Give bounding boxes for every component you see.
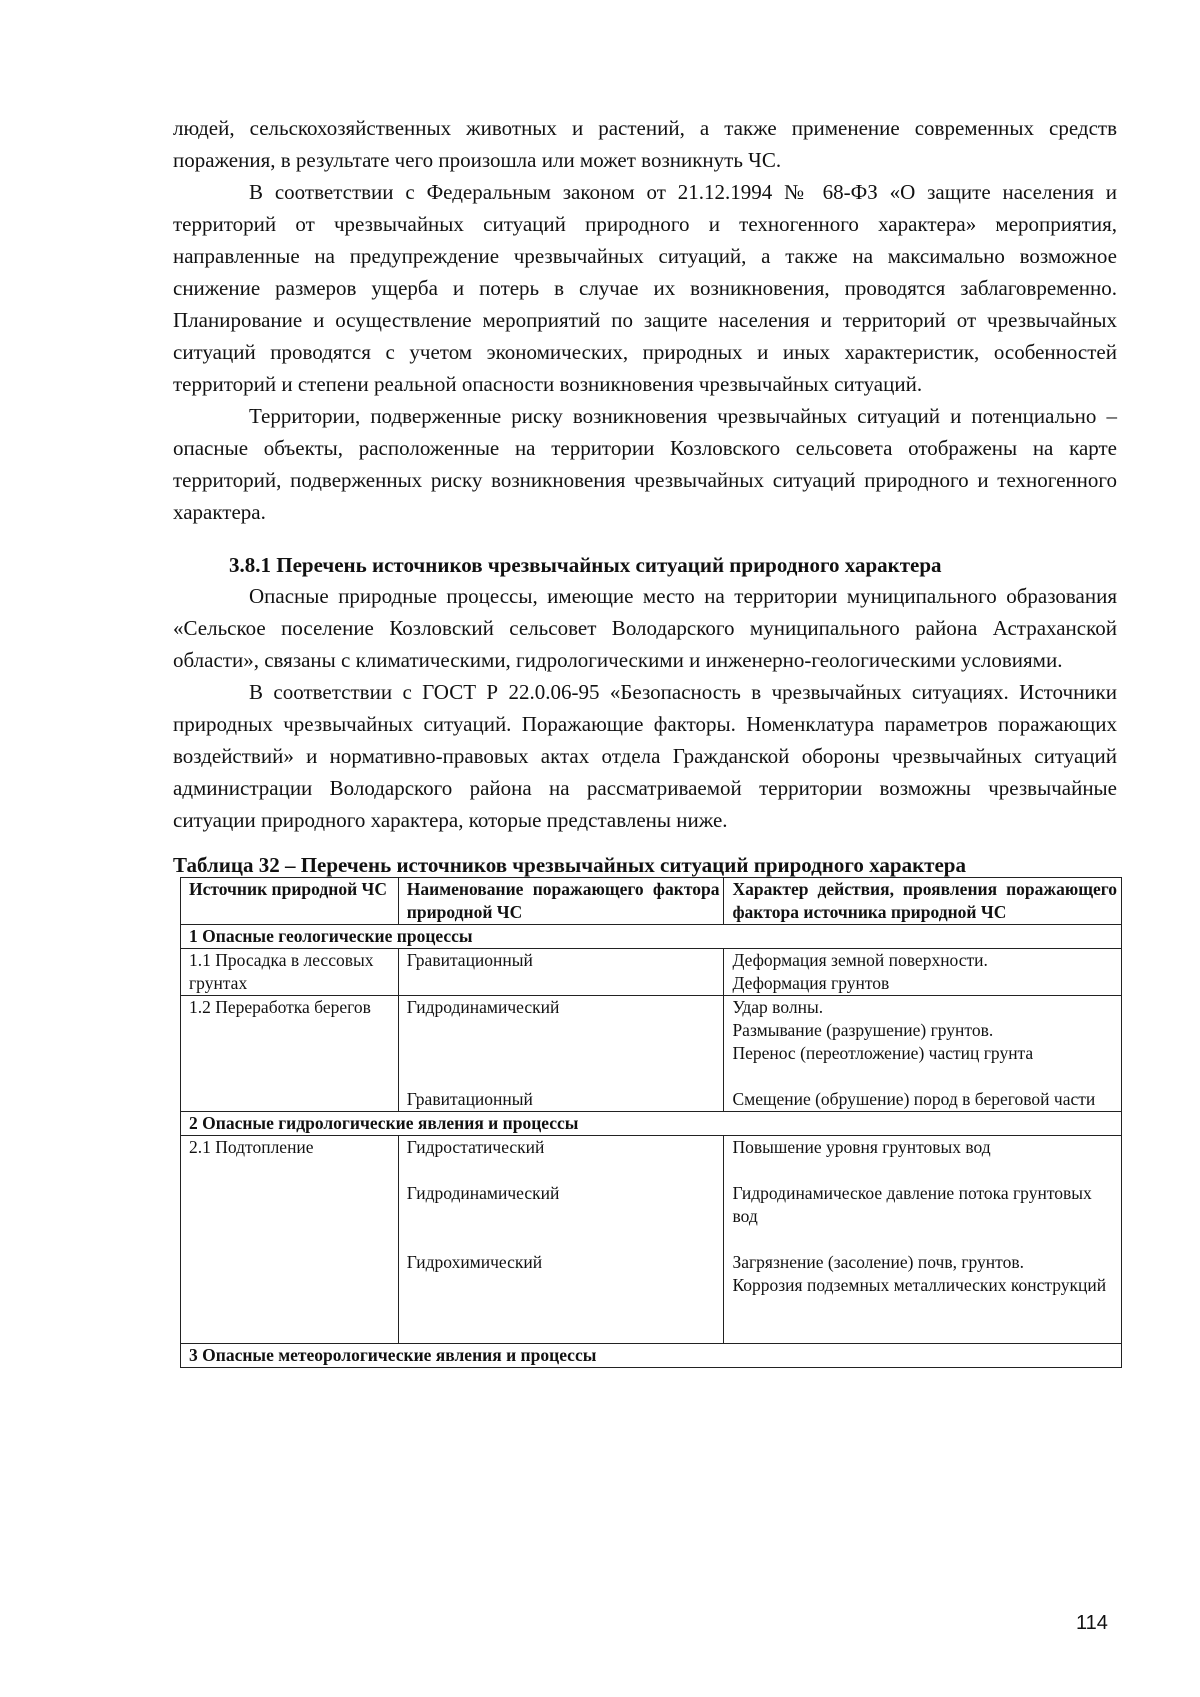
header-effect: Характер действия, проявления поражающего фактора источника природной ЧС [724, 878, 1122, 925]
effect-line: Загрязнение (засоление) почв, грунтов. [732, 1252, 1024, 1272]
cell-source: 2.1 Подтопление [181, 1136, 399, 1344]
group-title-hydrological: 2 Опасные гидрологические явления и процессы [181, 1112, 1122, 1136]
cell-effect [724, 996, 1122, 1112]
factor-line: Гидростатический [406, 1137, 545, 1157]
factor-line: Гравитационный [406, 1089, 533, 1109]
section-heading: 3.8.1 Перечень источников чрезвычайных ситуаций природного характера [229, 553, 942, 577]
paragraph-federal-law: В соответствии с Федеральным законом от 21.12.1994 № 68-ФЗ «О защите населения и территорий от чрезвычайных ситуаций природного и техногенного характера» мероприятия, направленные на предупреждение чрезвычайных ситуаций, а также на максимально возможное снижение размеров ущерба и потерь в случае их возникновения, проводятся заблаговременно. Планирование и осуществление мероприятий по защите населения и территорий от чрезвычайных ситуаций проводятся с учетом экономических, природных и иных характеристик, особенностей территорий и степени реальной опасности возникновения чрезвычайных ситуаций. [173, 180, 1117, 396]
effect-line: Деформация земной поверхности. [732, 950, 988, 970]
cell-effect [724, 1136, 1122, 1344]
cell-factor [398, 996, 724, 1112]
paragraph-gost: В соответствии с ГОСТ Р 22.0.06-95 «Безопасность в чрезвычайных ситуациях. Источники природных чрезвычайных ситуаций. Поражающие факторы. Номенклатура параметров поражающих воздействий» и нормативно-правовых актах отдела Гражданской обороны чрезвычайных ситуаций администрации Володарского района на рассматриваемой территории возможны чрезвычайные ситуации природного характера, которые представлены ниже. [173, 680, 1117, 832]
factor-line: Гидрохимический [406, 1252, 543, 1272]
cell-factor: Гравитационный [398, 949, 724, 996]
table-caption: Таблица 32 – Перечень источников чрезвычайных ситуаций природного характера [173, 853, 966, 877]
cell-factor [398, 1136, 724, 1344]
effect-line: Деформация грунтов [732, 973, 890, 993]
group-title-meteorological: 3 Опасные метеорологические явления и процессы [181, 1344, 1122, 1368]
paragraph-continuation: людей, сельскохозяйственных животных и растений, а также применение современных средств поражения, в результате чего произошла или может возникнуть ЧС. [173, 116, 1117, 172]
cell-source: 1.1 Просадка в лессовых грунтах [181, 949, 399, 996]
table-row [181, 996, 1122, 1112]
cell-source: 1.2 Переработка берегов [181, 996, 399, 1112]
effect-line: Коррозия подземных металлических конструкций [732, 1275, 1107, 1295]
table-group-row [181, 1344, 1122, 1368]
table-row [181, 1136, 1122, 1344]
document-page [173, 112, 1117, 1368]
effect-line: Удар волны. [732, 997, 824, 1017]
group-title-geological: 1 Опасные геологические процессы [181, 925, 1122, 949]
paragraph-natural-processes: Опасные природные процессы, имеющие место на территории муниципального образования «Сельское поселение Козловский сельсовет Володарского муниципального района Астраханской области», связаны с климатическими, гидрологическими и инженерно-геологическими условиями. [173, 584, 1117, 672]
effect-line: Перенос (переотложение) частиц грунта [732, 1043, 1034, 1063]
table-group-row [181, 1112, 1122, 1136]
page-number: 114 [1076, 1612, 1108, 1634]
effect-line: Повышение уровня грунтовых вод [732, 1137, 991, 1157]
factor-line: Гидродинамический [406, 1183, 560, 1203]
table-row [181, 949, 1122, 996]
emergency-sources-table [180, 877, 1122, 1368]
cell-effect [724, 949, 1122, 996]
header-source: Источник природной ЧС [181, 878, 399, 925]
effect-line: Размывание (разрушение) грунтов. [732, 1020, 994, 1040]
header-factor: Наименование поражающего фактора природной ЧС [398, 878, 724, 925]
paragraph-territories: Территории, подверженные риску возникновения чрезвычайных ситуаций и потенциально – опасные объекты, расположенные на территории Козловского сельсовета отображены на карте территорий, подверженных риску возникновения чрезвычайных ситуаций природного и техногенного характера. [173, 404, 1117, 524]
effect-line: Смещение (обрушение) пород в береговой части [732, 1089, 1096, 1109]
effect-line: Гидродинамическое давление потока грунтовых вод [732, 1183, 1092, 1226]
table-header-row [181, 878, 1122, 925]
factor-line: Гидродинамический [406, 997, 560, 1017]
table-group-row [181, 925, 1122, 949]
